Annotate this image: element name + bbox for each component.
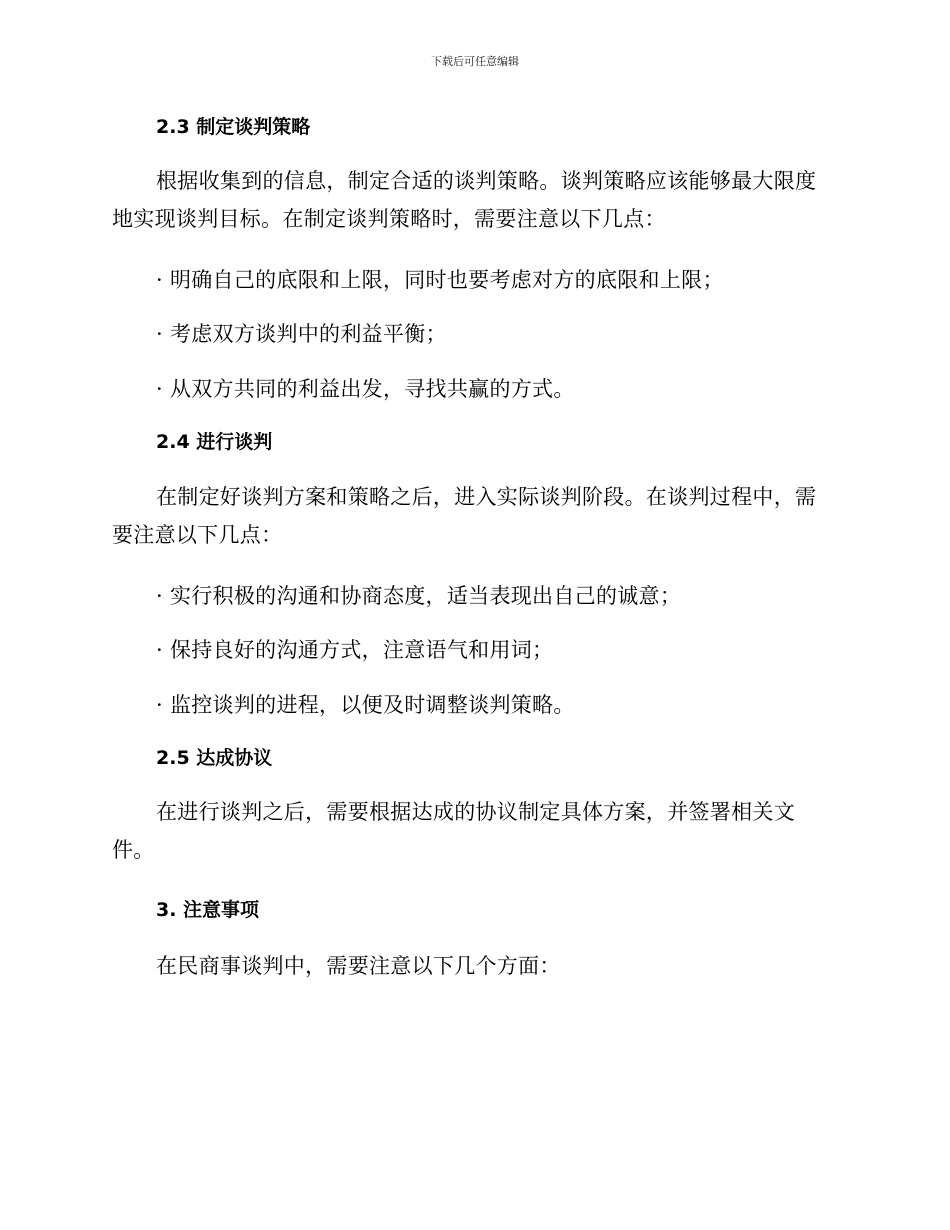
section-heading-2-5: 2.5 达成协议 [156,747,273,769]
section-heading-2-3: 2.3 制定谈判策略 [156,116,311,138]
section-paragraph-2-3: 根据收集到的信息，制定合适的谈判策略。谈判策略应该能够最大限度地实现谈判目标。在制定谈判策略时，需要注意以下几点： [112,169,817,231]
section-paragraph-3: 在民商事谈判中，需要注意以下几个方面： [156,954,561,978]
bullet-item: · 实行积极的沟通和协商态度，适当表现出自己的诚意； [156,584,682,608]
section-heading-2-4: 2.4 进行谈判 [156,431,273,453]
bullet-item: · 考虑双方谈判中的利益平衡； [156,322,447,346]
bullet-item: · 明确自己的底限和上限，同时也要考虑对方的底限和上限； [156,268,724,292]
section-paragraph-2-5: 在进行谈判之后，需要根据达成的协议制定具体方案，并签署相关文件。 [112,800,795,862]
section-heading-3: 3. 注意事项 [156,899,260,921]
section-paragraph-2-4: 在制定好谈判方案和策略之后，进入实际谈判阶段。在谈判过程中，需要注意以下几点： [112,485,817,547]
page-header: 下载后可任意编辑 [431,55,519,68]
bullet-item: · 监控谈判的进程，以便及时调整谈判策略。 [156,693,575,717]
bullet-item: · 保持良好的沟通方式，注意语气和用词； [156,638,554,662]
bullet-item: · 从双方共同的利益出发，寻找共赢的方式。 [156,377,575,401]
